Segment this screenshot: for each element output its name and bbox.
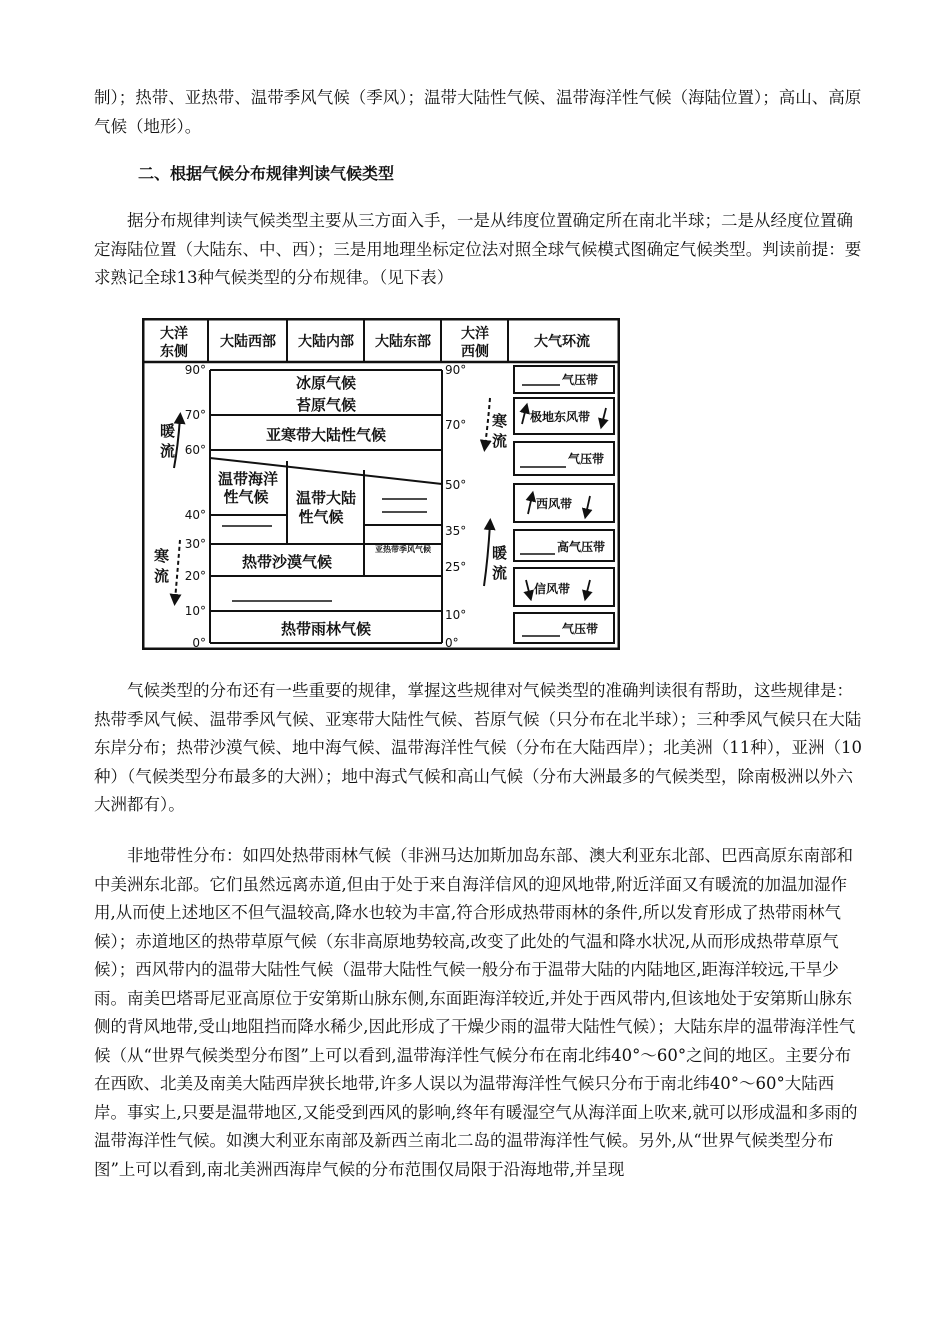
- lat-right-50: 50°: [445, 478, 467, 492]
- section-heading: 二、根据气候分布规律判读气候类型: [138, 164, 395, 183]
- climate-tropical-rainforest: 热带雨林气候: [280, 620, 372, 638]
- climate-temperate-continental: 温带大陆: [295, 489, 357, 507]
- circ-r3: 气压带: [568, 452, 605, 466]
- climate-subtropical-monsoon: 亚热带季风气候: [375, 545, 431, 554]
- climate-subarctic: 亚寒带大陆性气候: [265, 426, 387, 444]
- current-right-warm-2: 流: [492, 564, 508, 582]
- climate-temperate-maritime-2: 性气候: [223, 488, 269, 506]
- climate-tundra: 苔原气候: [295, 396, 357, 414]
- lat-right-0: 0°: [445, 636, 459, 650]
- paragraph-azonal-distribution: 非地带性分布：如四处热带雨林气候（非洲马达加斯加岛东部、澳大利亚东北部、巴西高原东南部和中美洲东北部。它们虽然远离赤道,但由于处于来自海洋信风的迎风地带,附近洋面又有暖流的加温加湿作用,从而使上述地区不但气温较高,降水也较为丰富,符合形成热带雨林的条件,所以发育形成了热带雨林气候）；赤道地区的热带草原气候（东非高原地势较高,改变了此处的气温和降水状况,从而形成热带草原气候）；西风带内的温带大陆性气候（温带大陆性气候一般分布于温带大陆的内陆地区,距海洋较远,干旱少雨。南美巴塔哥尼亚高原位于安第斯山脉东侧,东面距海洋较近,并处于西风带内,但该地处于安第斯山脉东侧的背风地带,受山地阻挡而降水稀少,因此形成了干燥少雨的温带大陆性气候）；大陆东岸的温带海洋性气候（从“世界气候类型分布图”上可以看到,温带海洋性气候分布在南北纬40°～60°之间的地区。主要分布在西欧、北美及南美大陆西岸狭长地带,许多人误以为温带海洋性气候只分布于南北纬40°～60°大陆西岸。事实上,只要是温带地区,又能受到西风的影响,终年有暖湿空气从海洋面上吹来,就可以形成温和多雨的温带海洋性气候。如澳大利亚东南部及新西兰南北二岛的温带海洋性气候。另外,从“世界气候类型分布图”上可以看到,南北美洲西海岸气候的分布范围仅局限于沿海地带,并呈现: [94, 846, 858, 1179]
- lat-right-10: 10°: [445, 608, 467, 622]
- paragraph-distribution-rules: 气候类型的分布还有一些重要的规律，掌握这些规律对气候类型的准确判读很有帮助，这些规律是：热带季风气候、温带季风气候、亚寒带大陆性气候、苔原气候（只分布在北半球）；三种季风气候只在大陆东岸分布；热带沙漠气候、地中海气候、温带海洋性气候（分布在大陆西岸）；北美洲（11种），亚洲（10种）（气候类型分布最多的大洲）；地中海式气候和高山气候（分布大洲最多的气候类型，除南极洲以外六大洲都有）。: [94, 681, 862, 814]
- header-ocean-west-2: 西侧: [461, 344, 489, 360]
- header-continent-west: 大陆西部: [220, 334, 276, 350]
- current-left-cold-2: 流: [154, 567, 170, 585]
- climate-distribution-diagram: [142, 318, 620, 650]
- circ-r6: 信风带: [534, 582, 571, 596]
- header-continent-interior: 大陆内部: [298, 334, 354, 350]
- climate-temperate-continental-2: 性气候: [298, 508, 344, 526]
- circ-r1: 气压带: [562, 373, 599, 387]
- paragraph-method: 据分布规律判读气候类型主要从三方面入手，一是从纬度位置确定所在南北半球；二是从经度位置确定海陆位置（大陆东、中、西）；三是用地理坐标定位法对照全球气候模式图确定气候类型。判读前提：要求熟记全球13种气候类型的分布规律。（见下表）: [94, 211, 862, 287]
- lat-left-10: 10°: [184, 604, 206, 618]
- current-left-warm: 暖: [160, 422, 176, 440]
- circ-r7: 气压带: [562, 622, 599, 636]
- header-circulation: 大气环流: [534, 334, 590, 350]
- climate-ice-cap: 冰原气候: [295, 374, 357, 392]
- lat-right-25: 25°: [445, 560, 467, 574]
- climate-temperate-maritime: 温带海洋: [217, 470, 279, 488]
- current-right-cold-2: 流: [492, 432, 508, 450]
- lat-right-90: 90°: [445, 363, 467, 377]
- header-continent-east: 大陆东部: [375, 334, 431, 350]
- current-right-warm: 暖: [492, 544, 508, 562]
- header-ocean-east: 大洋: [160, 326, 188, 342]
- header-ocean-west: 大洋: [461, 326, 489, 342]
- lat-left-40: 40°: [184, 508, 206, 522]
- current-right-cold: 寒: [492, 412, 508, 430]
- circ-r2: 极地东风带: [530, 410, 591, 424]
- cold-current-arrow-right: [485, 398, 490, 446]
- current-left-warm-2: 流: [160, 442, 176, 460]
- lat-right-35: 35°: [445, 524, 467, 538]
- header-ocean-east-2: 东侧: [160, 344, 188, 360]
- lat-left-0: 0°: [192, 636, 206, 650]
- circ-r4: 西风带: [536, 497, 573, 511]
- cold-current-arrow-left: [175, 540, 180, 600]
- lat-left-90: 90°: [184, 363, 206, 377]
- current-left-cold: 寒: [154, 547, 170, 565]
- lat-left-20: 20°: [184, 569, 206, 583]
- climate-tropical-desert: 热带沙漠气候: [241, 553, 333, 571]
- warm-current-arrow-right: [484, 524, 490, 586]
- lat-left-30: 30°: [184, 537, 206, 551]
- paragraph-intro-continued: 制）；热带、亚热带、温带季风气候（季风）；温带大陆性气候、温带海洋性气候（海陆位置）；高山、高原气候（地形）。: [94, 88, 862, 136]
- lat-left-60: 60°: [184, 443, 206, 457]
- lat-right-70: 70°: [445, 418, 467, 432]
- lat-left-70: 70°: [184, 408, 206, 422]
- circ-r5: 高气压带: [557, 540, 606, 554]
